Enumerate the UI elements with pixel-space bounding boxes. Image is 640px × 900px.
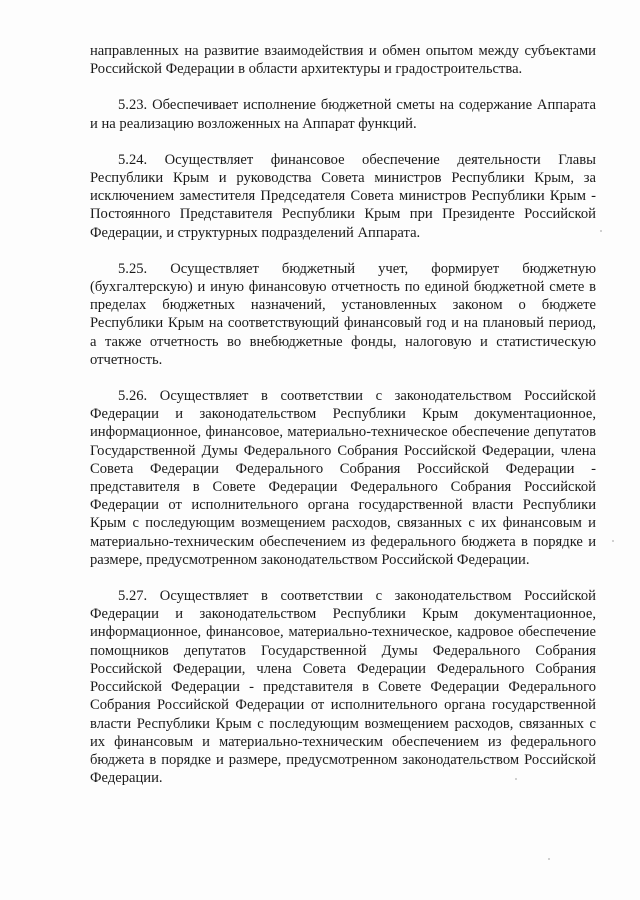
scan-speck	[548, 858, 550, 860]
paragraph-5-25: 5.25. Осуществляет бюджетный учет, формирует бюджетную (бухгалтерскую) и иную финансовую отчетность по единой бюджетной смете в пределах бюджетных назначений, установленных законом о бюджете Республики Крым на соответствующий финансовый год и на плановый период, а также отчетность во внебюджетные фонды, налоговую и статистическую отчетность.	[90, 260, 596, 368]
scan-speck	[600, 230, 602, 232]
scan-speck	[612, 540, 614, 542]
paragraph-5-24: 5.24. Осуществляет финансовое обеспечение деятельности Главы Республики Крым и руководства Совета министров Республики Крым, за исключением заместителя Председателя Совета министров Республики Крым - Постоянного Представителя Республики Крым при Президенте Российской Федерации, и структурных подразделений Аппарата.	[90, 151, 596, 241]
scan-speck	[515, 778, 517, 780]
paragraph-5-26: 5.26. Осуществляет в соответствии с законодательством Российской Федерации и законодательством Республики Крым документационное, информационное, финансовое, материально-техническое обеспечение депутатов Государственной Думы Федерального Собрания Российской Федерации, члена Совета Федерации Федерального Собрания Российской Федерации - представителя в Совете Федерации Федерального Собрания Российской Федерации от исполнительного органа государственной власти Республики Крым с последующим возмещением расходов, связанных с их финансовым и материально-техническим обеспечением из федерального бюджета в порядке и размере, предусмотренном законодательством Российской Федерации.	[90, 388, 596, 568]
paragraph-5-23: 5.23. Обеспечивает исполнение бюджетной сметы на содержание Аппарата и на реализацию возложенных на Аппарат функций.	[90, 97, 596, 132]
document-body	[90, 42, 596, 787]
paragraph-continuation: направленных на развитие взаимодействия и обмен опытом между субъектами Российской Федерации в области архитектуры и градостроительства.	[90, 43, 596, 78]
paragraph-5-27: 5.27. Осуществляет в соответствии с законодательством Российской Федерации и законодательством Республики Крым документационное, информационное, финансовое, материально-техническое, кадровое обеспечение помощников депутатов Государственной Думы Федерального Собрания Российской Федерации, члена Совета Федерации Федерального Собрания Российской Федерации - представителя в Совете Федерации Федерального Собрания Российской Федерации от исполнительного органа государственной власти Республики Крым с последующим возмещением расходов, связанных с их финансовым и материально-техническим обеспечением из федерального бюджета в порядке и размере, предусмотренном законодательством Российской Федерации.	[90, 588, 596, 787]
